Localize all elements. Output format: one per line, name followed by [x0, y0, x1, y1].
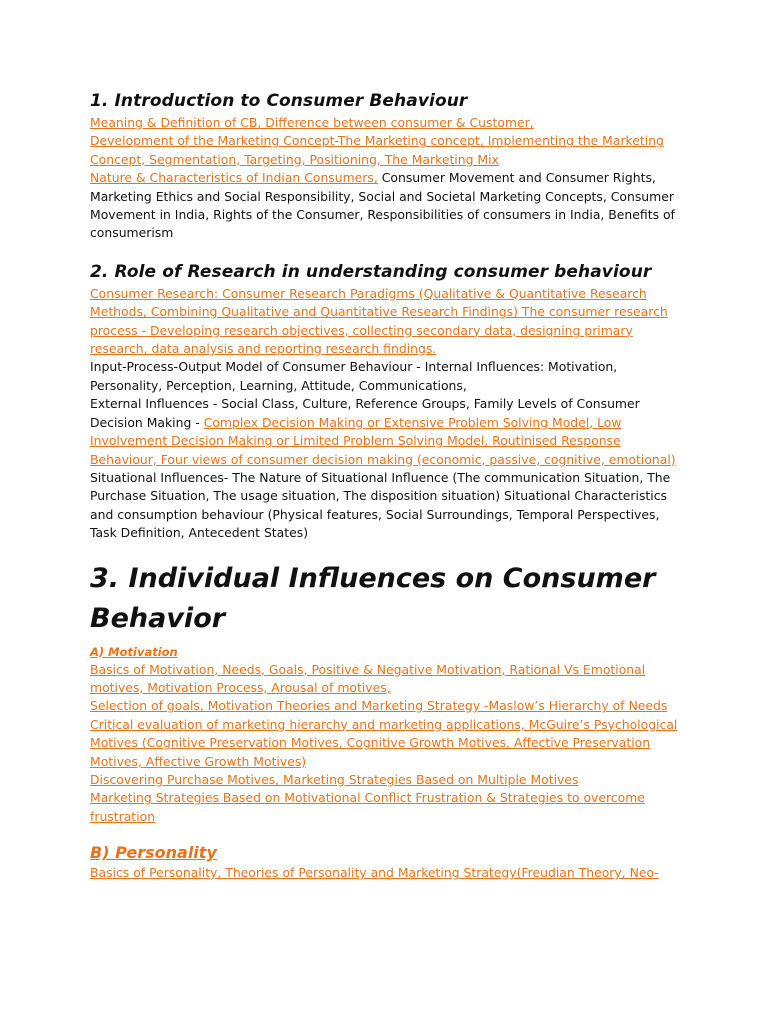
section-2-title: 2. Role of Research in understanding consumer behaviour [90, 261, 652, 282]
section-2-body [90, 285, 680, 543]
section-2-text: Situational Influences- The Nature of Situational Influence (The communication Situation, The Purchase Situation, The usage situation, The disposition situation) Situational Characteristics and consumption behaviour (Physical features, Social Surroundings, Temporal Perspectives, Task Definition, Antecedent States) [90, 469, 671, 541]
motivation-heading-link[interactable]: A) Motivation [90, 644, 178, 659]
section-3-title: 3. Individual Influences on Consumer Behavior [90, 562, 656, 634]
personality-link[interactable]: Basics of Personality, Theories of Personality and Marketing Strategy(Freudian Theory, Neo- [90, 865, 659, 881]
motivation-link[interactable]: Discovering Purchase Motives, Marketing Strategies Based on Multiple Motives [90, 771, 579, 787]
section-2-link[interactable]: Complex Decision Making or Extensive Problem Solving Model, Low Involvement Decision Making or Limited Problem Solving Model, Routinised Response Behaviour, Four views of consumer decision making (economic, passive, cognitive, emotional) [90, 414, 676, 467]
document-content [90, 88, 680, 883]
section-1-link[interactable]: Meaning & Definition of CB, Difference between consumer & Customer, [90, 115, 534, 130]
section-1-title: 1. Introduction to Consumer Behaviour [90, 91, 468, 111]
motivation-body [90, 661, 680, 827]
motivation-link[interactable]: Marketing Strategies Based on Motivational Conflict Frustration & Strategies to overcome frustration [90, 790, 645, 824]
section-1-body [90, 114, 680, 243]
section-2-text: Input-Process-Output Model of Consumer Behaviour - Internal Influences: Motivation, Personality, Perception, Learning, Attitude, Communications, [90, 359, 618, 393]
section-2-link[interactable]: Consumer Research: Consumer Research Paradigms (Qualitative & Quantitative Research Methods, Combining Qualitative and Quantitative Research Findings) The consumer research process - Developing research objectives, collecting secondary data, designing primary research, data analysis and reporting research findings. [90, 285, 668, 357]
motivation-link[interactable]: Selection of goals, Motivation Theories and Marketing Strategy -Maslow’s Hierarchy of Needs [90, 698, 668, 714]
personality-heading-link[interactable]: B) Personality [90, 843, 217, 863]
section-2-text: External Influences - Social Class, Culture, Reference Groups, Family Levels of Consumer Decision Making - [90, 396, 640, 430]
section-1-link[interactable]: Nature & Characteristics of Indian Consumers, [90, 170, 378, 186]
section-1-text: Consumer Movement and Consumer Rights, Marketing Ethics and Social Responsibility, Social and Societal Marketing Concepts, Consumer Movement in India, Rights of the Consumer, Responsibilities of consumers in India, Benefits of consumerism [90, 170, 675, 241]
motivation-link[interactable]: Critical evaluation of marketing hierarchy and marketing applications, McGuire’s Psychological Motives (Cognitive Preservation Motives, Cognitive Growth Motives, Affective Preservation Motives, Affective Growth Motives) [90, 716, 678, 769]
personality-body [90, 864, 680, 882]
section-1-link[interactable]: Development of the Marketing Concept-The Marketing concept, Implementing the Marketing Concept, Segmentation, Targeting, Positioning, The Marketing Mix [90, 133, 664, 167]
motivation-link[interactable]: Basics of Motivation, Needs, Goals, Positive & Negative Motivation, Rational Vs Emotional motives, Motivation Process, Arousal of motives, [90, 661, 646, 695]
